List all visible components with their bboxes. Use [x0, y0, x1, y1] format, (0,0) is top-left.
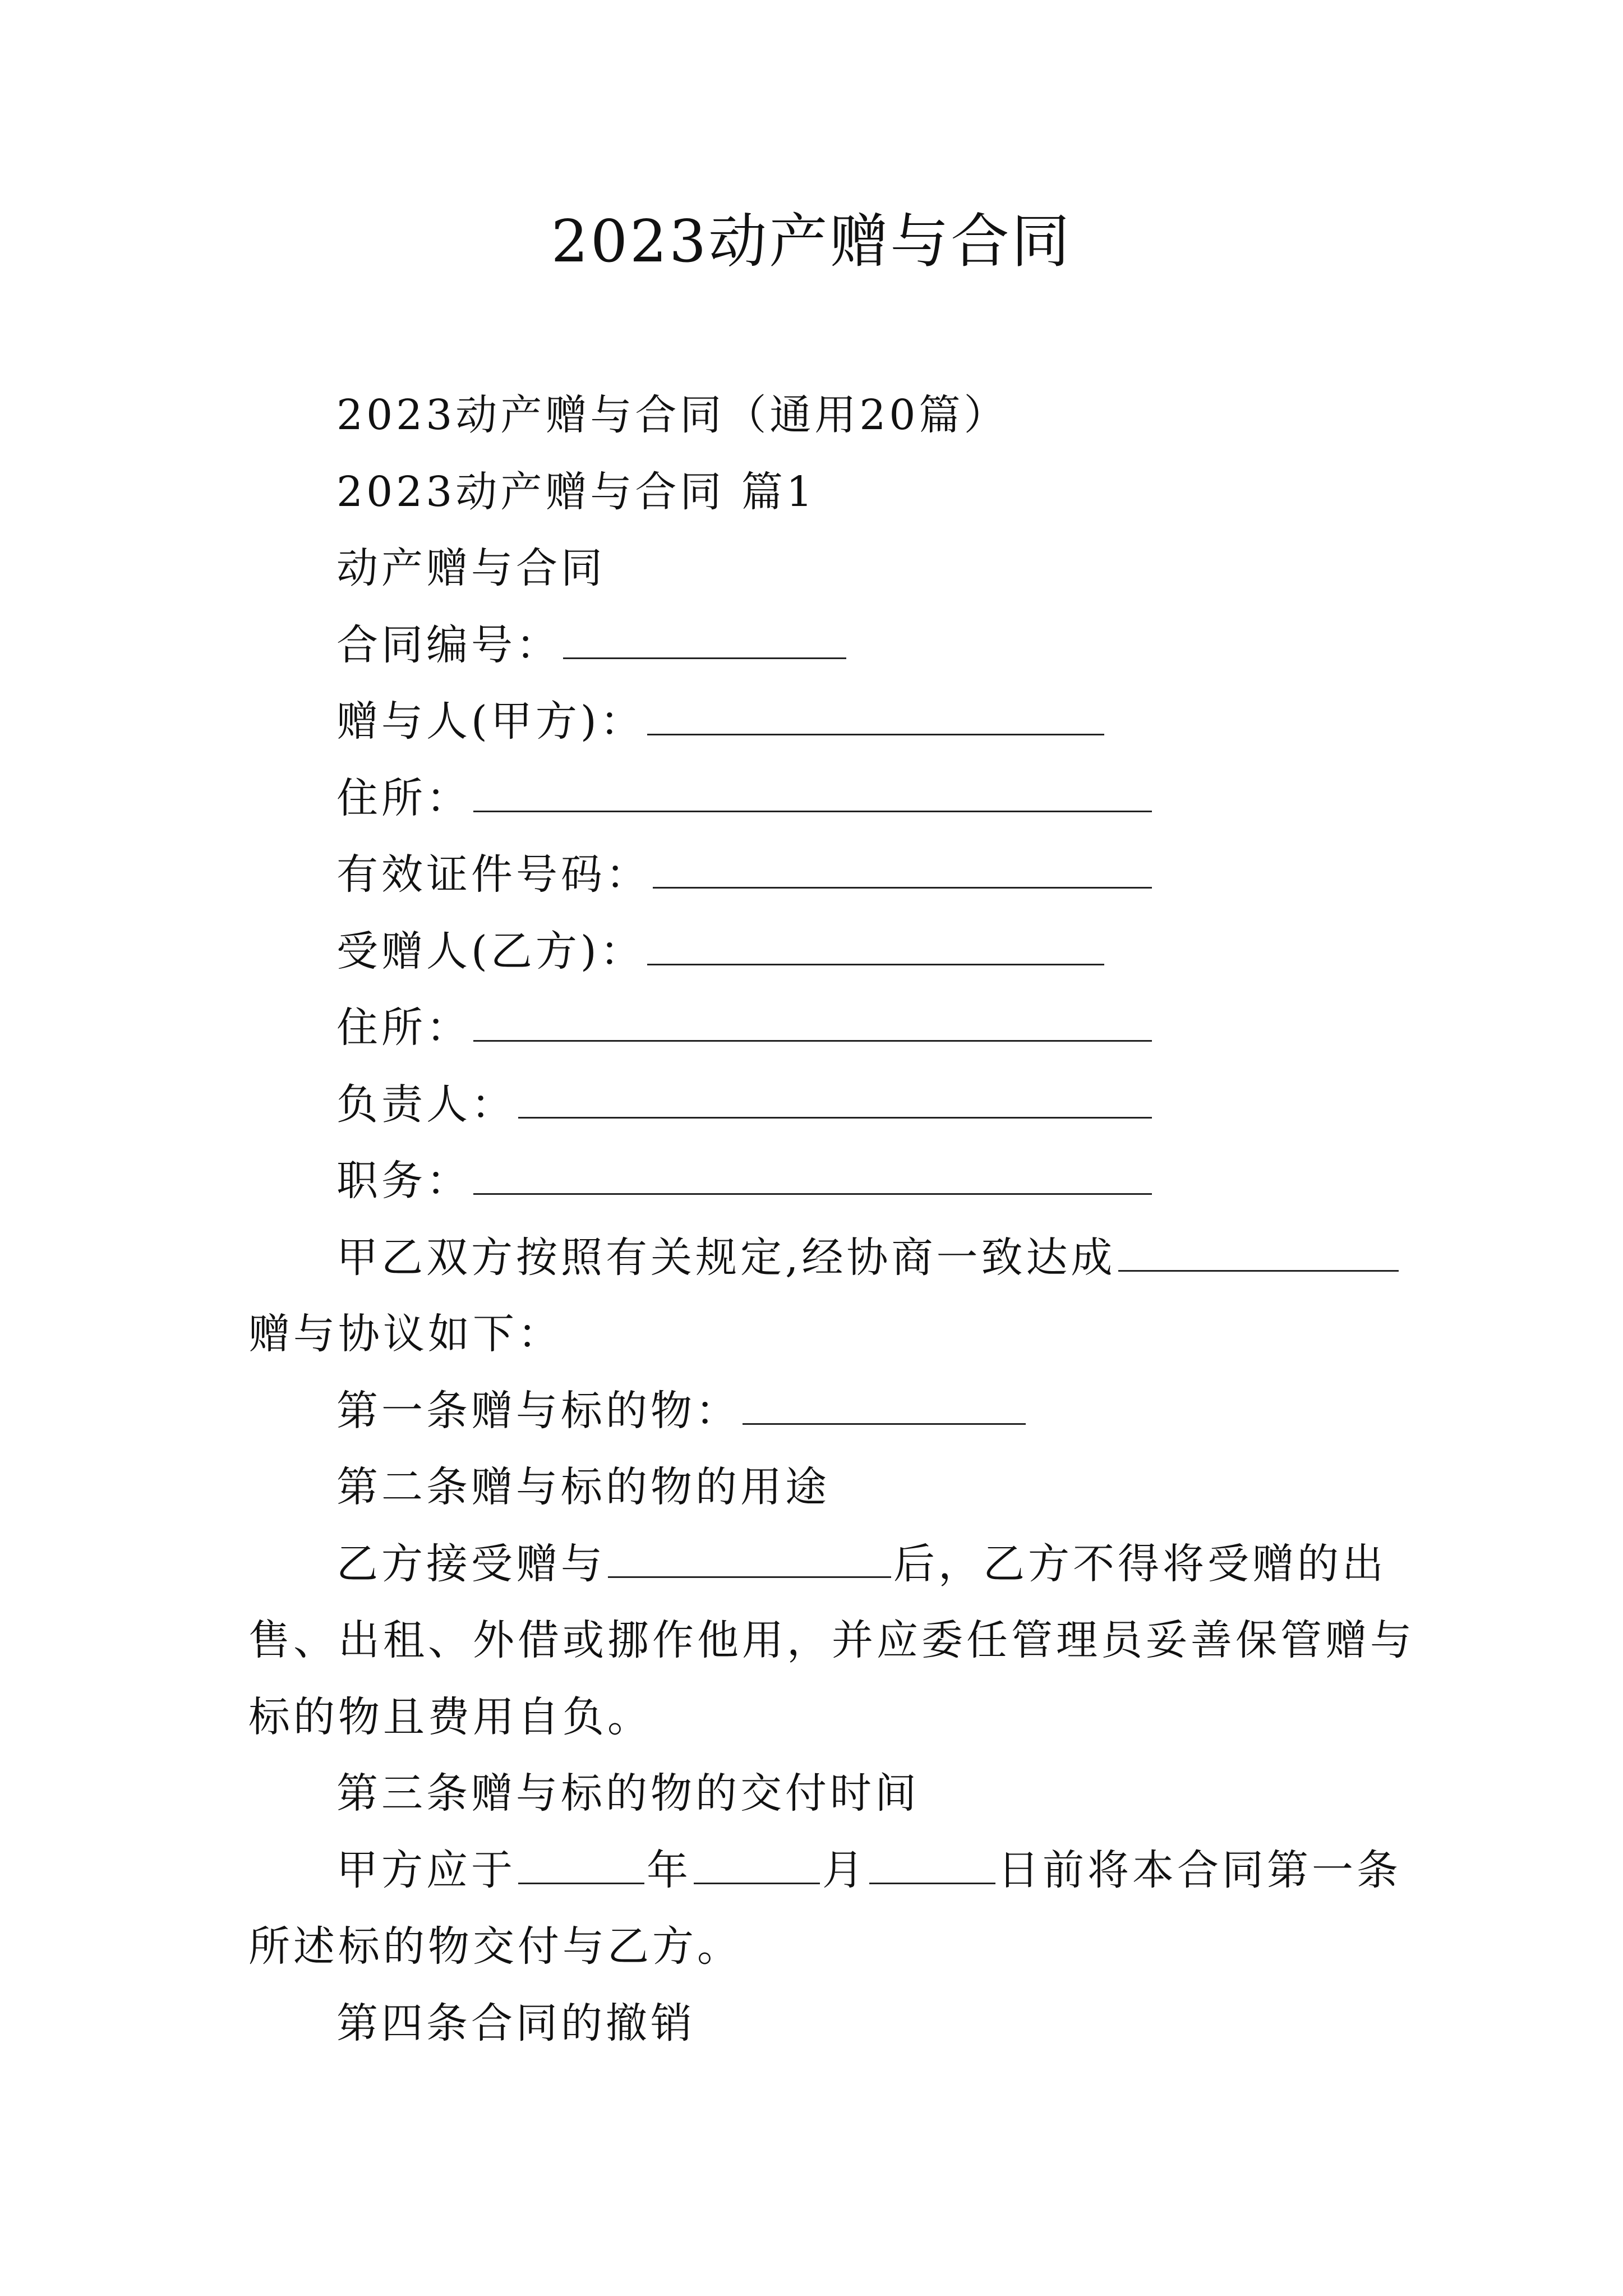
- year-label: 年: [647, 1846, 691, 1894]
- contract-number-row: [336, 617, 849, 673]
- clause-1-row: [336, 1383, 1028, 1439]
- clause-3-line-1: [336, 1842, 1401, 1898]
- clause-2-text-b: 后，乙方不得将受赠的出: [893, 1540, 1387, 1588]
- intro-line-2: 赠与协议如下：: [248, 1310, 562, 1358]
- id-number-blank: [653, 852, 1152, 889]
- donor-label: 赠与人(甲方)：: [336, 697, 645, 746]
- clause-3-text-b: 日前将本合同第一条: [998, 1846, 1401, 1894]
- year-blank: [518, 1848, 644, 1884]
- clause-2-line-1: [336, 1536, 1387, 1592]
- document-title: 2023动产赠与合同: [551, 207, 1072, 275]
- clause-3-text-a: 甲方应于: [336, 1846, 516, 1894]
- responsible-person-blank: [518, 1082, 1152, 1119]
- contract-number-blank: [563, 623, 846, 659]
- day-blank: [869, 1848, 995, 1884]
- clause-1-label: 第一条赠与标的物：: [336, 1387, 740, 1435]
- position-row: [336, 1153, 1154, 1209]
- id-number-label: 有效证件号码：: [336, 850, 651, 899]
- intro-blank: [1118, 1235, 1399, 1272]
- clause-2-heading: 第二条赠与标的物的用途: [336, 1463, 830, 1511]
- donee-label: 受赠人(乙方)：: [336, 927, 645, 976]
- contract-number-label: 合同编号：: [336, 621, 561, 669]
- intro-text-1: 甲乙双方按照有关规定,经协商一致达成: [336, 1234, 1116, 1282]
- donee-address-row: [336, 1000, 1154, 1056]
- clause-2-line-3: 标的物且费用自负。: [248, 1693, 652, 1741]
- position-blank: [473, 1158, 1152, 1195]
- responsible-person-label: 负责人：: [336, 1080, 516, 1129]
- article-heading: 2023动产赠与合同 篇1: [336, 468, 816, 516]
- clause-2-text-a: 乙方接受赠与: [336, 1540, 606, 1588]
- document-subtitle: 2023动产赠与合同（通用20篇）: [336, 391, 1009, 439]
- month-label: 月: [822, 1846, 867, 1894]
- position-label: 职务：: [336, 1157, 471, 1205]
- donor-row: [336, 693, 1106, 749]
- donor-blank: [647, 699, 1104, 735]
- donor-address-blank: [473, 776, 1152, 812]
- id-number-row: [336, 846, 1154, 903]
- clause-3-heading: 第三条赠与标的物的交付时间: [336, 1769, 920, 1818]
- contract-name: 动产赠与合同: [336, 544, 606, 592]
- donee-address-blank: [473, 1005, 1152, 1042]
- donor-address-label: 住所：: [336, 774, 471, 822]
- clause-2-line-2: 售、出租、外借或挪作他用，并应委任管理员妥善保管赠与: [248, 1616, 1415, 1664]
- donee-row: [336, 923, 1106, 979]
- clause-2-blank: [608, 1542, 891, 1578]
- donee-address-label: 住所：: [336, 1004, 471, 1052]
- month-blank: [694, 1848, 820, 1884]
- intro-line-1: [336, 1230, 1401, 1286]
- clause-4-heading: 第四条合同的撤销: [336, 1999, 695, 2047]
- donee-blank: [647, 929, 1104, 965]
- responsible-person-row: [336, 1076, 1154, 1133]
- clause-3-line-2: 所述标的物交付与乙方。: [248, 1922, 742, 1971]
- clause-1-blank: [743, 1388, 1026, 1425]
- donor-address-row: [336, 770, 1154, 826]
